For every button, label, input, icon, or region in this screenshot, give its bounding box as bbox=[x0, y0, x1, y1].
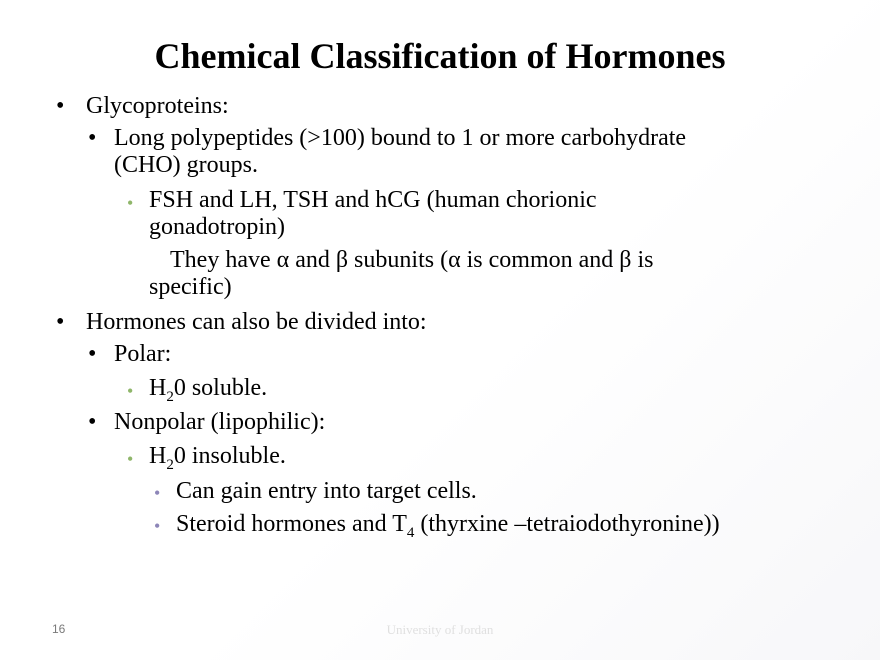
list-item-text: Can gain entry into target cells. bbox=[176, 478, 477, 504]
list-item-nonpolar bbox=[88, 408, 326, 437]
list-item-h2o-soluble bbox=[127, 374, 268, 406]
bullet-icon: • bbox=[88, 409, 97, 435]
h2o-rest: 0 soluble. bbox=[173, 375, 268, 401]
list-item-text: They have α and β subunits (α is common and β is bbox=[170, 247, 654, 273]
list-item-long-polypeptides bbox=[88, 124, 687, 153]
subscript: 2 bbox=[166, 457, 174, 473]
subscript: 4 bbox=[406, 525, 415, 541]
bullet-icon: • bbox=[127, 381, 134, 401]
list-item-gain-entry bbox=[154, 477, 477, 506]
list-item-glycoproteins bbox=[56, 92, 229, 121]
list-item-text: Hormones can also be divided into: bbox=[86, 309, 427, 335]
list-item-text: gonadotropin) bbox=[149, 214, 285, 240]
list-item-text: specific) bbox=[149, 274, 232, 300]
list-item-text: Polar: bbox=[114, 341, 172, 367]
h2o-rest: 0 insoluble. bbox=[173, 443, 286, 469]
bullet-icon: • bbox=[127, 449, 134, 469]
bullet-icon: • bbox=[127, 193, 134, 213]
steroid-prefix: Steroid hormones and T bbox=[176, 511, 407, 537]
list-item-text: FSH and LH, TSH and hCG (human chorionic bbox=[149, 187, 597, 213]
list-item-subunits bbox=[170, 246, 654, 275]
list-item-text: Nonpolar (lipophilic): bbox=[114, 409, 326, 435]
bullet-icon: • bbox=[56, 93, 65, 119]
list-item-text: Long polypeptides (>100) bound to 1 or more carbohydrate bbox=[114, 125, 687, 151]
bullet-icon: • bbox=[88, 125, 97, 151]
list-item-text: Glycoproteins: bbox=[86, 93, 229, 119]
bullet-icon: • bbox=[56, 309, 65, 335]
bullet-icon: • bbox=[88, 341, 97, 367]
bullet-icon: • bbox=[154, 483, 161, 503]
footer-institution: University of Jordan bbox=[386, 622, 494, 637]
list-item-divided bbox=[56, 308, 427, 337]
list-item-polar bbox=[88, 340, 172, 369]
page-number: 16 bbox=[52, 622, 66, 636]
bullet-icon: • bbox=[154, 516, 161, 536]
list-item-steroid bbox=[154, 510, 720, 542]
h2o-prefix: H bbox=[149, 375, 167, 401]
h2o-prefix: H bbox=[149, 443, 167, 469]
list-item-continuation bbox=[114, 151, 258, 180]
steroid-rest: (thyrxine –tetraiodothyronine)) bbox=[414, 511, 720, 537]
list-item-h2o-insoluble bbox=[127, 442, 286, 474]
list-item-text: (CHO) groups. bbox=[114, 152, 258, 178]
list-item-fsh-lh bbox=[127, 186, 597, 215]
subscript: 2 bbox=[166, 389, 174, 405]
slide-title: Chemical Classification of Hormones bbox=[154, 36, 726, 76]
list-item-continuation bbox=[149, 213, 285, 242]
list-item-continuation bbox=[149, 273, 232, 302]
